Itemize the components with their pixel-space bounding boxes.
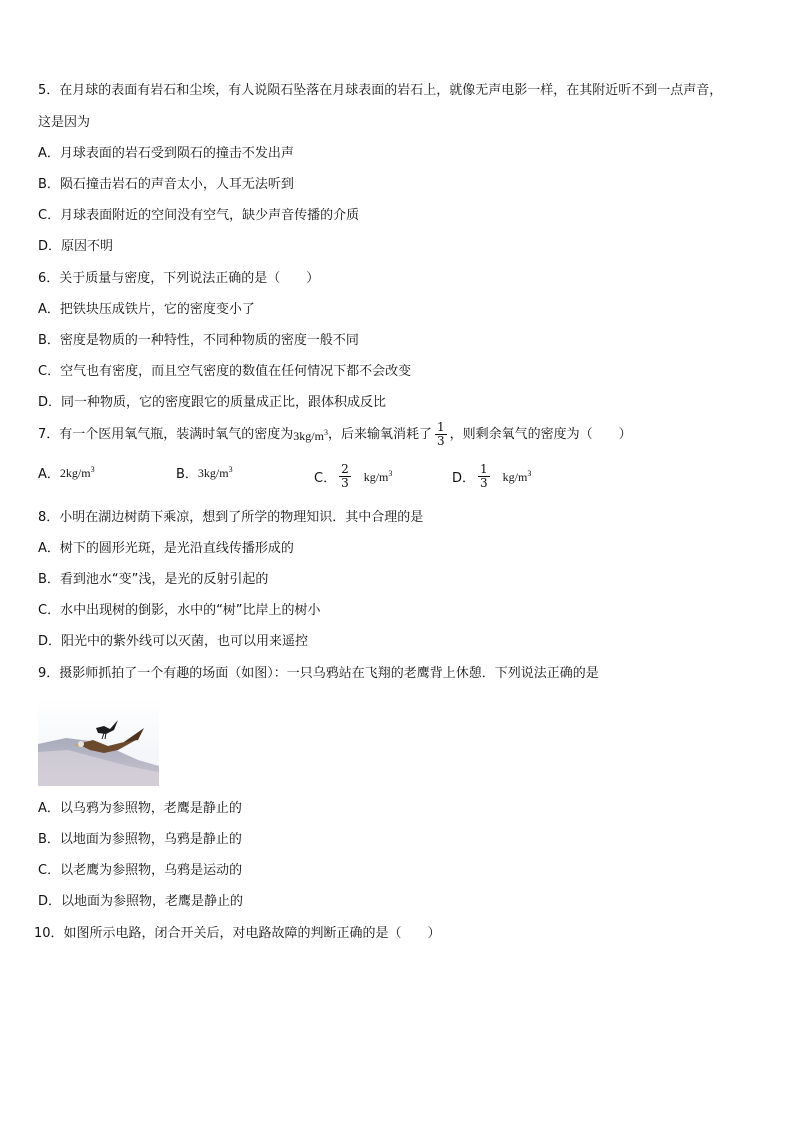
q7-density: $3kg/m^3$ xyxy=(293,428,328,443)
q5-option-b: B．陨石撞击岩石的声音太小，人耳无法听到 xyxy=(38,177,294,192)
q7-option-d-unit: $kg/m^3$ xyxy=(502,468,532,484)
q9-option-d: D．以地面为参照物，老鹰是静止的 xyxy=(38,894,244,909)
q8-option-b: B．看到池水“变”浅，是光的反射引起的 xyxy=(38,572,269,587)
q6-option-b: B．密度是物质的一种特性，不同种物质的密度一般不同 xyxy=(38,333,359,348)
crow-on-eagle-photo xyxy=(38,700,159,786)
q7-option-d-fraction: $\frac{1}{3}$ xyxy=(480,462,488,490)
q8-option-c: C．水中出现树的倒影，水中的“树”比岸上的树小 xyxy=(38,603,321,618)
q7-stem-before: 7．有一个医用氧气瓶，装满时氧气的密度为 xyxy=(38,426,294,442)
q8-option-d: D．阳光中的紫外线可以灭菌，也可以用来遥控 xyxy=(38,634,309,649)
q5-stem-line2: 这是因为 xyxy=(38,115,91,130)
q6-option-a: A．把铁块压成铁片，它的密度变小了 xyxy=(38,302,255,317)
q7-option-a-value: $2kg/m^3$ xyxy=(59,464,95,480)
q7-stem-after: ，则剩余氧气的密度为（ ） xyxy=(449,426,632,442)
q5-option-c: C．月球表面附近的空间没有空气，缺少声音传播的介质 xyxy=(38,208,360,223)
q8-option-a: A．树下的圆形光斑，是光沿直线传播形成的 xyxy=(38,541,294,556)
q7-option-d: D． $\frac{1}{3}$ $kg/m^3$ xyxy=(452,462,532,490)
q7-option-a: A． $2kg/m^3$ xyxy=(38,464,95,482)
q7-option-b: B． $3kg/m^3$ xyxy=(176,464,233,482)
q7-fraction: $\frac{1}{3}$ xyxy=(436,420,445,448)
q7-option-b-value: $3kg/m^3$ xyxy=(197,464,233,480)
q7-option-c: C． $\frac{2}{3}$ $kg/m^3$ xyxy=(314,462,393,490)
q7-stem-middle: ，后来输氧消耗了 xyxy=(327,426,432,442)
q8-stem: 8．小明在湖边树荫下乘凉，想到了所学的物理知识．其中合理的是 xyxy=(38,510,424,525)
q5-stem-line1: 5．在月球的表面有岩石和尘埃，有人说陨石坠落在月球表面的岩石上，就像无声电影一样，在其附近听不到一点声音， xyxy=(38,83,723,98)
q5-option-d: D．原因不明 xyxy=(38,239,114,254)
q6-option-d: D．同一种物质，它的密度跟它的质量成正比，跟体积成反比 xyxy=(38,395,387,410)
q10-stem: 10．如图所示电路，闭合开关后，对电路故障的判断正确的是（ ） xyxy=(34,926,441,941)
q9-option-c: C．以老鹰为参照物，乌鸦是运动的 xyxy=(38,863,243,878)
q6-stem: 6．关于质量与密度，下列说法正确的是（ ） xyxy=(38,271,320,286)
q7-option-c-unit: $kg/m^3$ xyxy=(363,468,393,484)
q9-stem: 9．摄影师抓拍了一个有趣的场面（如图）：一只乌鸦站在飞翔的老鹰背上休憩．下列说法正确的是 xyxy=(38,666,599,681)
q9-option-a: A．以乌鸦为参照物，老鹰是静止的 xyxy=(38,801,242,816)
q6-option-c: C．空气也有密度，而且空气密度的数值在任何情况下都不会改变 xyxy=(38,364,412,379)
q7-stem xyxy=(38,421,632,448)
q9-option-b: B．以地面为参照物，乌鸦是静止的 xyxy=(38,832,242,847)
q7-option-c-fraction: $\frac{2}{3}$ xyxy=(341,462,349,490)
q5-option-a: A．月球表面的岩石受到陨石的撞击不发出声 xyxy=(38,146,294,161)
